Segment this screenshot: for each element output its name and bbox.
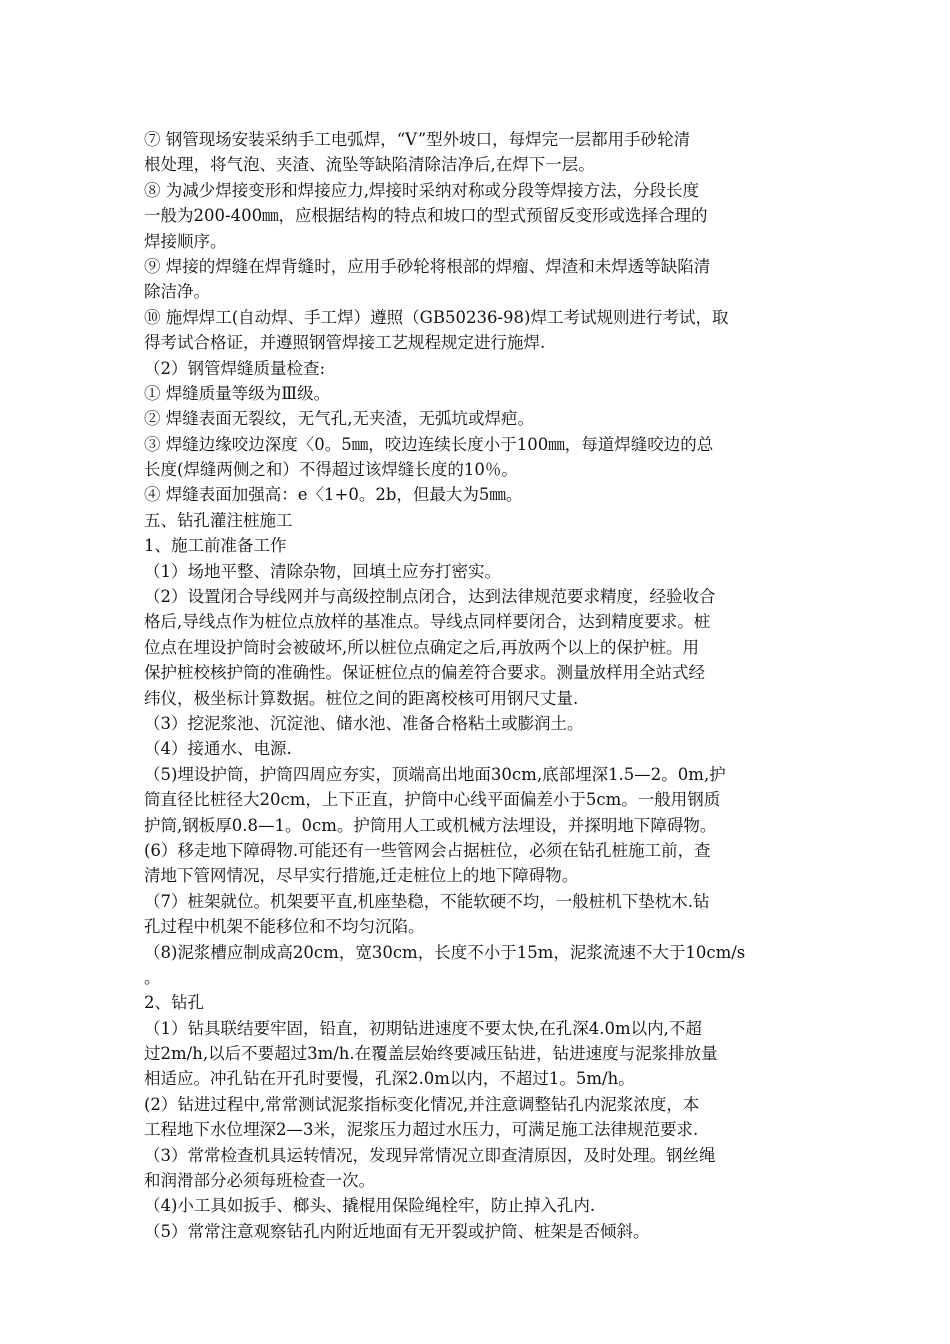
text-line: 得考试合格证，并遵照钢管焊接工艺规程规定进行施焊. bbox=[144, 333, 546, 353]
text-line: （4）接通水、电源. bbox=[144, 739, 292, 759]
text-line: （7）桩架就位。机架要平直,机座垫稳，不能软硬不均，一般桩机下垫枕木.钻 bbox=[144, 891, 710, 911]
text-line: (2）钻进过程中,常常测试泥浆指标变化情况,并注意调整钻孔内泥浆浓度，本 bbox=[144, 1094, 700, 1114]
text-line: 长度(焊缝两侧之和）不得超过该焊缝长度的10％。 bbox=[144, 460, 518, 480]
text-line: （4)小工具如扳手、榔头、撬棍用保险绳栓牢，防止掉入孔内. bbox=[144, 1196, 596, 1216]
text-line: ③ 焊缝边缘咬边深度〈0。5㎜，咬边连续长度小于100㎜，每道焊缝咬边的总 bbox=[144, 434, 714, 454]
text-line: 护筒,钢板厚0.8—1。0cm。护筒用人工或机械方法埋设，并探明地下障碍物。 bbox=[144, 815, 717, 835]
text-line: （1）场地平整、清除杂物，回填土应夯打密实。 bbox=[144, 561, 501, 581]
document-body bbox=[144, 127, 814, 1244]
text-line: 。 bbox=[144, 967, 161, 987]
text-line: （3）挖泥浆池、沉淀池、储水池、准备合格粘土或膨润土。 bbox=[144, 713, 584, 733]
text-line: 相适应。冲孔钻在开孔时要慢，孔深2.0m以内，不超过1。5m/h。 bbox=[144, 1069, 635, 1089]
text-line: 五、钻孔灌注桩施工 bbox=[144, 510, 293, 530]
text-line: (6）移走地下障碍物.可能还有一些管网会占据桩位，必须在钻孔桩施工前，查 bbox=[144, 840, 711, 860]
text-line: 工程地下水位埋深2—3米，泥浆压力超过水压力，可满足施工法律规范要求. bbox=[144, 1120, 699, 1140]
text-line: ⑨ 焊接的焊缝在焊背缝时，应用手砂轮将根部的焊瘤、焊渣和未焊透等缺陷清 bbox=[144, 256, 711, 276]
text-line: 根处理，将气泡、夹渣、流坠等缺陷清除洁净后,在焊下一层。 bbox=[144, 155, 595, 175]
text-line: 2、钻孔 bbox=[144, 993, 204, 1013]
text-line: 一般为200-400㎜，应根据结构的特点和坡口的型式预留反变形或选择合理的 bbox=[144, 206, 708, 226]
text-line: （5)埋设护筒，护筒四周应夯实，顶端高出地面30cm,底部埋深1.5—2。0m,护 bbox=[144, 764, 726, 784]
text-line: ⑧ 为减少焊接变形和焊接应力,焊接时采纳对称或分段等焊接方法，分段长度 bbox=[144, 180, 699, 200]
text-line: 和润滑部分必须每班检查一次。 bbox=[144, 1171, 375, 1191]
text-line: 焊接顺序。 bbox=[144, 231, 227, 251]
text-line: （1）钻具联结要牢固，铅直，初期钻进速度不要太快,在孔深4.0m以内,不超 bbox=[144, 1018, 702, 1038]
text-line: （5）常常注意观察钻孔内附近地面有无开裂或护筒、桩架是否倾斜。 bbox=[144, 1221, 650, 1241]
text-line: 格后,导线点作为桩位点放样的基准点。导线点同样要闭合，达到精度要求。桩 bbox=[144, 612, 711, 632]
text-line: 孔过程中机架不能移位和不均匀沉陷。 bbox=[144, 917, 425, 937]
text-line: ② 焊缝表面无裂纹，无气孔,无夹渣，无弧坑或焊疤。 bbox=[144, 409, 534, 429]
text-line: 清地下管网情况，尽早实行措施,迁走桩位上的地下障碍物。 bbox=[144, 866, 579, 886]
text-line: 1、施工前准备工作 bbox=[144, 536, 287, 556]
text-line: 保护桩校核护筒的准确性。保证桩位点的偏差符合要求。测量放样用全站式经 bbox=[144, 663, 705, 683]
text-line: （8)泥浆槽应制成高20cm，宽30cm，长度不小于15m，泥浆流速不大于10cm/s bbox=[144, 942, 746, 962]
text-line: ⑦ 钢管现场安装采纳手工电弧焊，“V”型外坡口，每焊完一层都用手砂轮清 bbox=[144, 130, 691, 149]
text-line: ⑩ 施焊焊工(自动焊、手工焊）遵照（GB50236-98)焊工考试规则进行考试，取 bbox=[144, 307, 729, 327]
text-line: ① 焊缝质量等级为Ⅲ级。 bbox=[144, 383, 331, 403]
text-line: 过2m/h,以后不要超过3m/h.在覆盖层始终要减压钻进，钻进速度与泥浆排放量 bbox=[144, 1044, 718, 1064]
text-line: ④ 焊缝表面加强高：e〈1+0。2b，但最大为5㎜。 bbox=[144, 485, 523, 505]
text-line: （2）钢管焊缝质量检查: bbox=[144, 358, 326, 378]
text-line: 除洁净。 bbox=[144, 282, 210, 302]
text-line: 筒直径比桩径大20cm，上下正直，护筒中心线平面偏差小于5cm。一般用钢质 bbox=[144, 790, 721, 810]
text-line: （3）常常检查机具运转情况，发现异常情况立即查清原因，及时处理。钢丝绳 bbox=[144, 1145, 716, 1165]
text-line: 纬仪，极坐标计算数据。桩位之间的距离校核可用钢尺丈量. bbox=[144, 688, 579, 708]
text-line: （2）设置闭合导线网并与高级控制点闭合，达到法律规范要求精度，经验收合 bbox=[144, 587, 716, 607]
text-line: 位点在埋设护筒时会被破坏,所以桩位点确定之后,再放两个以上的保护桩。用 bbox=[144, 637, 699, 657]
